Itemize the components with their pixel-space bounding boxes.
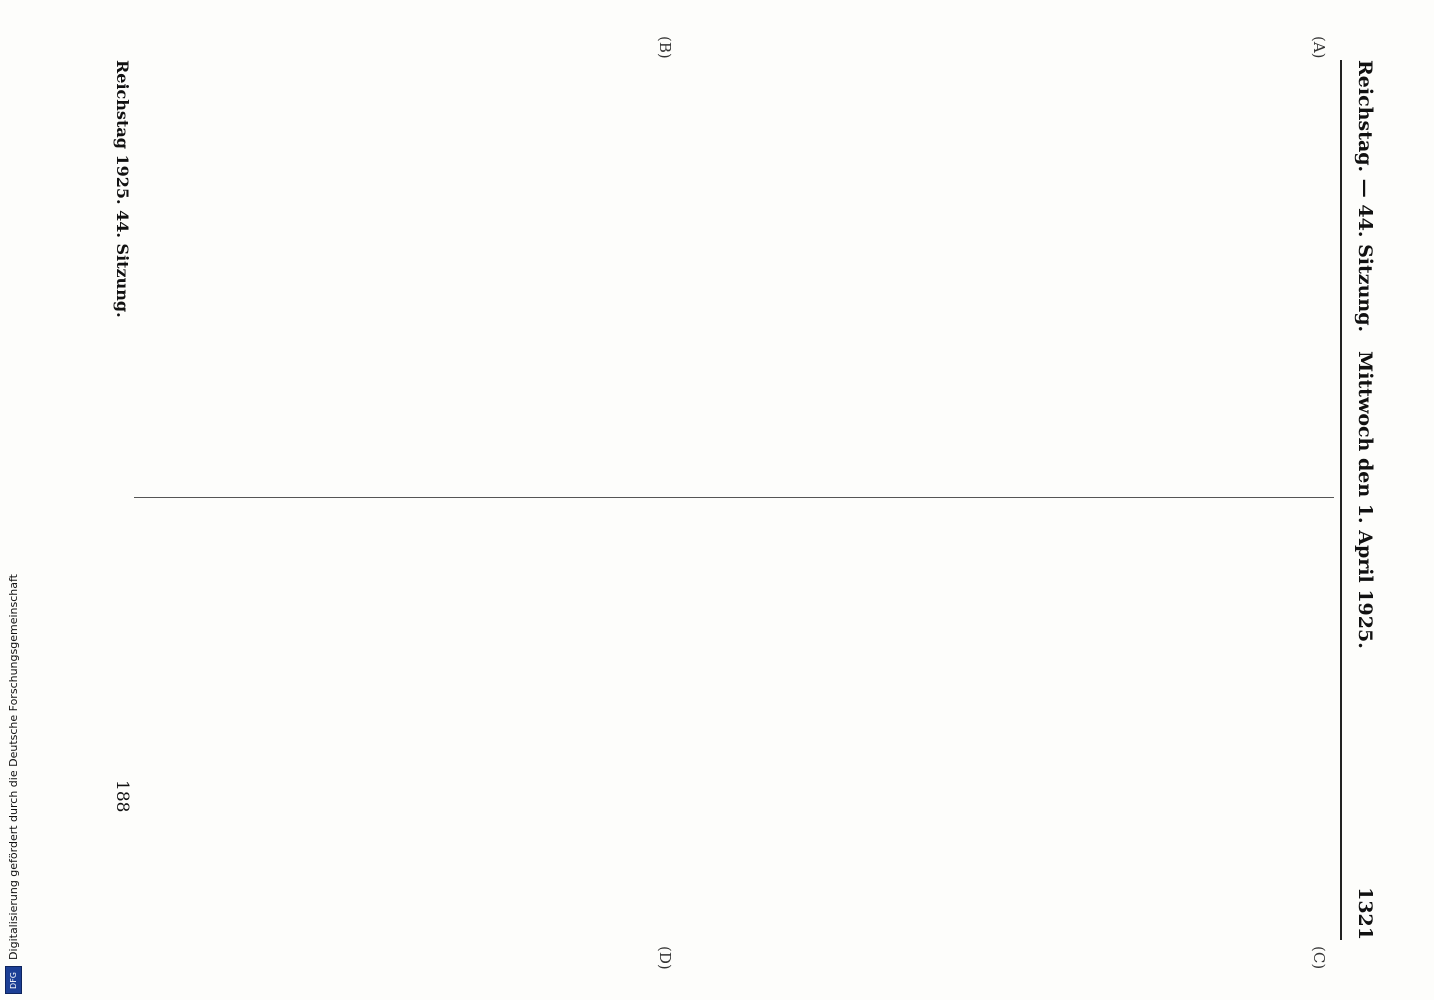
footer-note: Reichstag 1925. 44. Sitzung. [113,60,132,318]
page-number-bottom: 188 [112,780,132,813]
column-divider [134,497,1334,498]
dfg-logo: DFG [5,966,22,994]
credit-text: Digitalisierung gefördert durch die Deutsche Forschungsgemeinschaft [6,574,20,960]
digitization-credit [0,0,26,1000]
header-rule [1340,60,1342,940]
running-head-left: Reichstag. — 44. Sitzung. [1354,60,1376,333]
margin-letter-b: (B) [656,36,674,59]
page-number-top: 1321 [1354,887,1376,940]
margin-letter-c: (C) [1310,946,1328,970]
margin-letter-d: (D) [656,946,674,970]
running-head-center: Mittwoch den 1. April 1925. [1354,351,1376,649]
margin-letter-a: (A) [1310,36,1328,59]
